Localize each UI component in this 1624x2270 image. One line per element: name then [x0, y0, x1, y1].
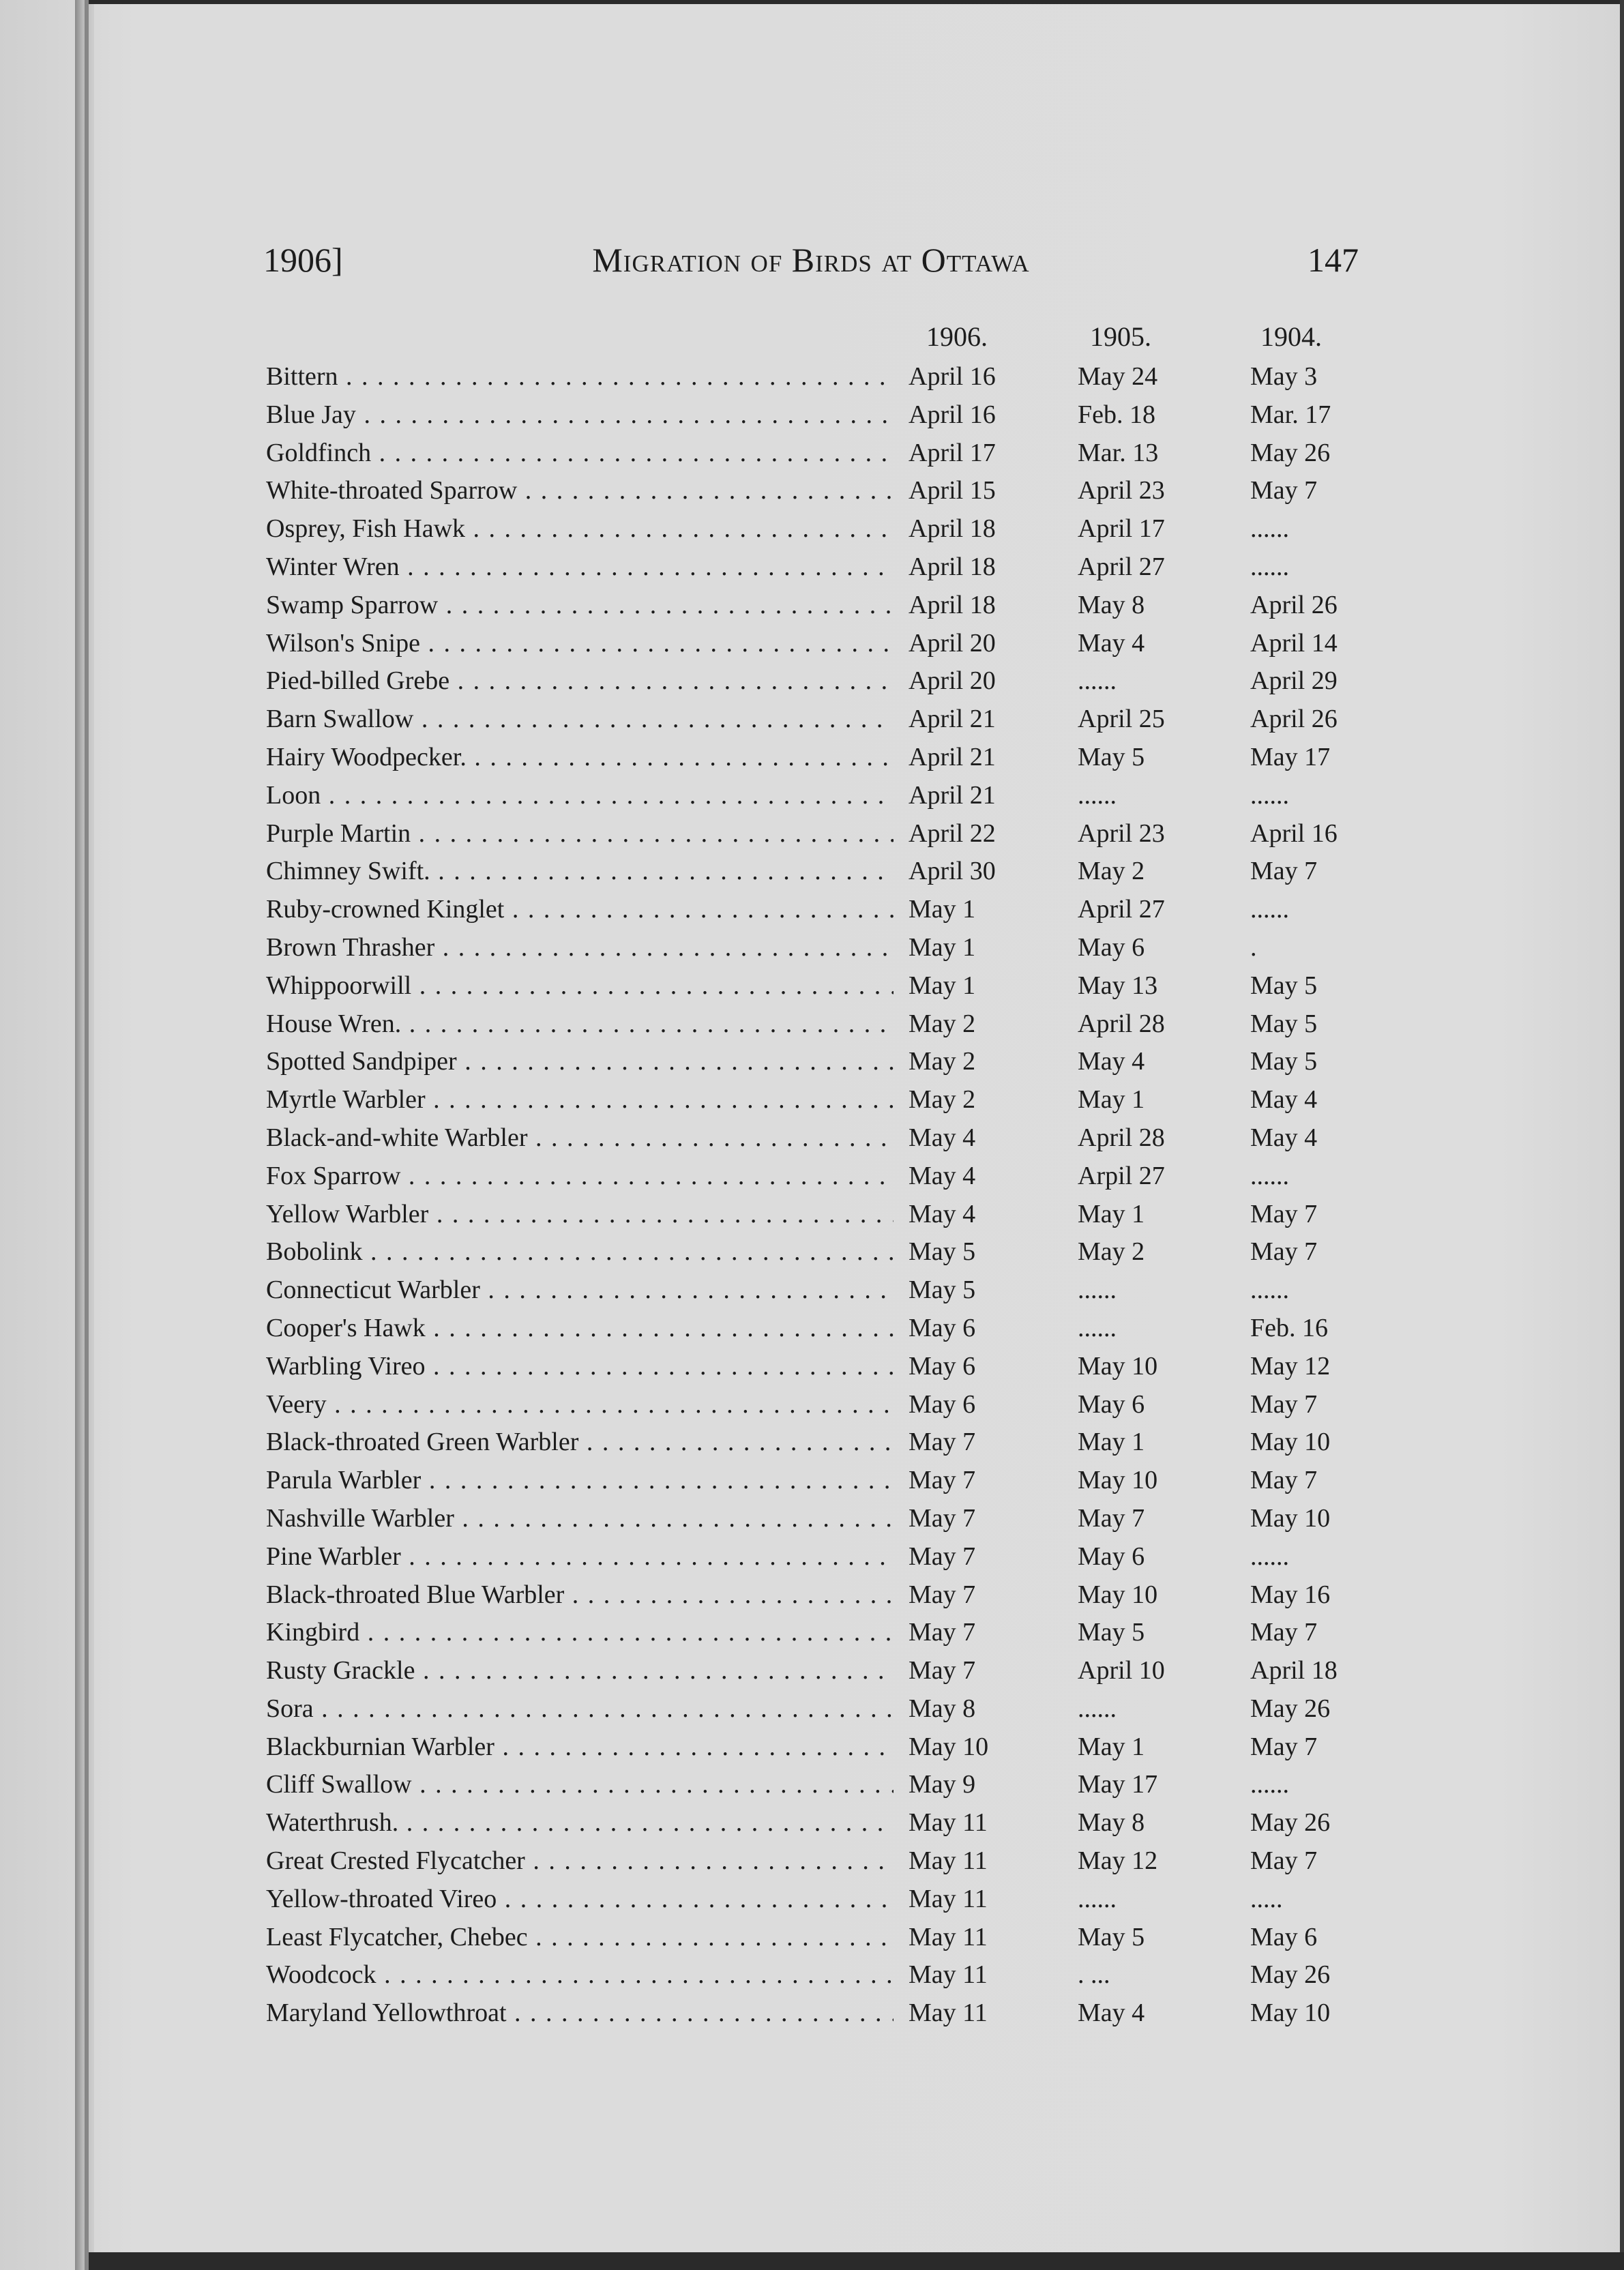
date-1905: April 28	[1078, 1009, 1165, 1038]
date-1904: ......	[1250, 780, 1289, 810]
table-row	[266, 815, 1385, 853]
species-name: Goldfinch . . .	[266, 434, 894, 473]
species-name: Winter Wren . . .	[266, 548, 894, 587]
species-name: Osprey, Fish Hawk . . .	[266, 510, 894, 548]
date-1904: May 7	[1250, 476, 1318, 505]
date-1906: April 21	[909, 705, 996, 734]
species-name: Blackburnian Warbler . . .	[266, 1728, 894, 1767]
species-name: House Wren. . . .	[266, 1005, 894, 1044]
species-name: White-throated Sparrow . . .	[266, 472, 894, 510]
date-1905: April 27	[1078, 552, 1165, 581]
date-1904: .	[1250, 932, 1257, 962]
date-1906: May 7	[909, 1428, 976, 1457]
date-1906: May 1	[909, 971, 976, 1000]
species-name: Myrtle Warbler . . .	[266, 1081, 894, 1119]
date-1904: May 7	[1250, 1237, 1318, 1267]
date-1906: May 7	[909, 1580, 976, 1609]
date-1906: May 1	[909, 895, 976, 924]
species-name: Parula Warbler . . .	[266, 1462, 894, 1500]
species-name: Wilson's Snipe . . .	[266, 625, 894, 663]
date-1904: May 16	[1250, 1580, 1331, 1609]
date-1904: Mar. 17	[1250, 400, 1331, 429]
date-1906: May 10	[909, 1732, 989, 1761]
date-1904: May 7	[1250, 1389, 1318, 1419]
date-1906: May 11	[909, 1846, 988, 1876]
table-row	[266, 1348, 1385, 1386]
table-row	[266, 1271, 1385, 1310]
date-1905: April 25	[1078, 705, 1165, 734]
date-1905: May 4	[1078, 628, 1145, 658]
running-head-year: 1906]	[263, 241, 343, 279]
date-1906: April 21	[909, 780, 996, 810]
species-name: Purple Martin . . .	[266, 815, 894, 853]
date-1905: May 2	[1078, 1237, 1145, 1267]
species-name: Cliff Swallow . . .	[266, 1766, 894, 1804]
date-1905: Feb. 18	[1078, 400, 1155, 429]
date-1904: May 26	[1250, 438, 1331, 467]
species-name: Least Flycatcher, Chebec . . .	[266, 1919, 894, 1957]
table-row	[266, 1043, 1385, 1081]
date-1905: . ...	[1078, 1960, 1110, 1990]
table-row	[266, 587, 1385, 625]
table-row	[266, 967, 1385, 1005]
species-name: Waterthrush. . . .	[266, 1804, 894, 1842]
species-name: Warbling Vireo . . .	[266, 1348, 894, 1386]
scan-right-border	[1620, 0, 1624, 2270]
date-1905: May 1	[1078, 1428, 1145, 1457]
species-name: Sora . . .	[266, 1690, 894, 1728]
date-1906: May 11	[909, 1922, 988, 1951]
date-1904: May 5	[1250, 1009, 1318, 1038]
date-1906: April 15	[909, 476, 996, 505]
date-1905: April 23	[1078, 476, 1165, 505]
table-row	[266, 1424, 1385, 1462]
date-1905: ......	[1078, 1884, 1117, 1913]
date-1904: ......	[1250, 1161, 1289, 1190]
table-row	[266, 1500, 1385, 1538]
date-1905: May 2	[1078, 857, 1145, 886]
table-row	[266, 1576, 1385, 1615]
species-name: Woodcock . . .	[266, 1956, 894, 1994]
table-row	[266, 853, 1385, 891]
column-header-1906: 1906.	[926, 321, 988, 352]
column-header-1905: 1905.	[1090, 321, 1151, 352]
date-1906: May 2	[909, 1009, 976, 1038]
date-1906: May 9	[909, 1770, 976, 1799]
species-name: Black-throated Green Warbler . . .	[266, 1424, 894, 1462]
table-row	[266, 396, 1385, 434]
date-1905: April 10	[1078, 1656, 1165, 1685]
date-1905: May 10	[1078, 1351, 1158, 1381]
date-1904: May 3	[1250, 362, 1318, 391]
species-name: Pine Warbler . . .	[266, 1538, 894, 1576]
date-1906: May 2	[909, 1085, 976, 1115]
date-1904: May 4	[1250, 1085, 1318, 1115]
table-row	[266, 1119, 1385, 1158]
date-1906: May 7	[909, 1618, 976, 1647]
species-name: Loon . . .	[266, 777, 894, 815]
date-1906: May 4	[909, 1161, 976, 1190]
date-1904: May 5	[1250, 1047, 1318, 1076]
date-1906: May 11	[909, 1808, 988, 1838]
species-name: Ruby-crowned Kinglet . . .	[266, 891, 894, 929]
date-1906: May 8	[909, 1694, 976, 1723]
date-1906: April 22	[909, 819, 996, 848]
table-row	[266, 548, 1385, 587]
date-1905: May 10	[1078, 1580, 1158, 1609]
date-1906: May 2	[909, 1047, 976, 1076]
species-name: Yellow Warbler . . .	[266, 1196, 894, 1234]
date-1905: May 4	[1078, 1047, 1145, 1076]
table-row	[266, 1233, 1385, 1271]
table-row	[266, 1310, 1385, 1348]
date-1906: May 11	[909, 1884, 988, 1913]
date-1905: May 4	[1078, 1999, 1145, 2028]
date-1904: April 26	[1250, 705, 1338, 734]
date-1905: May 12	[1078, 1846, 1158, 1876]
species-name: Fox Sparrow . . .	[266, 1158, 894, 1196]
table-row	[266, 625, 1385, 663]
date-1906: April 20	[909, 666, 996, 696]
page-number: 147	[1308, 241, 1359, 279]
date-1905: May 5	[1078, 1922, 1145, 1951]
date-1905: May 5	[1078, 742, 1145, 771]
date-1906: May 7	[909, 1656, 976, 1685]
table-row	[266, 739, 1385, 777]
date-1904: May 7	[1250, 1618, 1318, 1647]
date-1905: May 17	[1078, 1770, 1158, 1799]
date-1906: May 1	[909, 932, 976, 962]
species-name: Hairy Woodpecker. . . .	[266, 739, 894, 777]
date-1904: May 7	[1250, 857, 1318, 886]
table-row	[266, 929, 1385, 967]
date-1904: May 7	[1250, 1199, 1318, 1228]
date-1904: May 5	[1250, 971, 1318, 1000]
table-row	[266, 1956, 1385, 1994]
species-name: Kingbird . . .	[266, 1614, 894, 1652]
date-1906: May 11	[909, 1960, 988, 1990]
date-1905: May 7	[1078, 1503, 1145, 1533]
table-row	[266, 701, 1385, 739]
date-1906: May 6	[909, 1389, 976, 1419]
species-name: Cooper's Hawk . . .	[266, 1310, 894, 1348]
species-name: Great Crested Flycatcher . . .	[266, 1842, 894, 1881]
table-row	[266, 662, 1385, 701]
date-1904: May 10	[1250, 1428, 1331, 1457]
table-row	[266, 434, 1385, 473]
table-row	[266, 1994, 1385, 2033]
table-row	[266, 1462, 1385, 1500]
table-row	[266, 1690, 1385, 1728]
date-1905: Mar. 13	[1078, 438, 1159, 467]
table-row	[266, 1652, 1385, 1690]
date-1905: May 8	[1078, 1808, 1145, 1838]
date-1904: Feb. 16	[1250, 1313, 1328, 1342]
date-1906: April 18	[909, 514, 996, 544]
date-1905: May 8	[1078, 590, 1145, 619]
date-1904: May 10	[1250, 1999, 1331, 2028]
species-name: Nashville Warbler . . .	[266, 1500, 894, 1538]
scan-bottom-border	[89, 2252, 1624, 2270]
table-row	[266, 1196, 1385, 1234]
date-1906: April 17	[909, 438, 996, 467]
date-1905: May 6	[1078, 1542, 1145, 1571]
date-1904: May 7	[1250, 1466, 1318, 1495]
date-1904: May 26	[1250, 1808, 1331, 1838]
date-1904: May 4	[1250, 1123, 1318, 1152]
date-1905: May 5	[1078, 1618, 1145, 1647]
date-1906: May 4	[909, 1123, 976, 1152]
date-1905: April 28	[1078, 1123, 1165, 1152]
page-binding-edge	[85, 0, 89, 2270]
date-1906: April 16	[909, 400, 996, 429]
date-1906: May 7	[909, 1466, 976, 1495]
running-head	[263, 240, 1359, 288]
date-1905: May 24	[1078, 362, 1158, 391]
table-row	[266, 1766, 1385, 1804]
date-1905: ......	[1078, 1694, 1117, 1723]
species-name: Black-and-white Warbler . . .	[266, 1119, 894, 1158]
species-name: Barn Swallow . . .	[266, 701, 894, 739]
species-name: Spotted Sandpiper . . .	[266, 1043, 894, 1081]
date-1904: May 26	[1250, 1960, 1331, 1990]
date-1904: May 7	[1250, 1846, 1318, 1876]
species-name: Whippoorwill . . .	[266, 967, 894, 1005]
date-1904: May 7	[1250, 1732, 1318, 1761]
date-1905: May 6	[1078, 1389, 1145, 1419]
date-1906: May 7	[909, 1542, 976, 1571]
date-1905: April 23	[1078, 819, 1165, 848]
table-row	[266, 1081, 1385, 1119]
table-row	[266, 1919, 1385, 1957]
date-1906: May 6	[909, 1351, 976, 1381]
table-row	[266, 472, 1385, 510]
table-row	[266, 1538, 1385, 1576]
date-1904: May 26	[1250, 1694, 1331, 1723]
date-1905: April 27	[1078, 895, 1165, 924]
species-name: Rusty Grackle . . .	[266, 1652, 894, 1690]
table-row	[266, 891, 1385, 929]
date-1906: April 16	[909, 362, 996, 391]
date-1904: ......	[1250, 895, 1289, 924]
date-1905: ......	[1078, 1276, 1117, 1305]
date-1905: ......	[1078, 1313, 1117, 1342]
species-name: Yellow-throated Vireo . . .	[266, 1881, 894, 1919]
date-1905: ......	[1078, 780, 1117, 810]
table-row	[266, 777, 1385, 815]
running-head-title: Migration of Birds at Ottawa	[592, 241, 1030, 279]
migration-table	[266, 358, 1385, 2033]
date-1906: April 20	[909, 628, 996, 658]
species-name: Connecticut Warbler . . .	[266, 1271, 894, 1310]
date-1906: May 7	[909, 1503, 976, 1533]
date-1904: ......	[1250, 1770, 1289, 1799]
date-1906: May 5	[909, 1276, 976, 1305]
date-1906: April 30	[909, 857, 996, 886]
species-name: Chimney Swift. . . .	[266, 853, 894, 891]
species-name: Swamp Sparrow . . .	[266, 587, 894, 625]
date-1904: ......	[1250, 1542, 1289, 1571]
date-1904: ......	[1250, 514, 1289, 544]
table-row	[266, 1728, 1385, 1767]
date-1905: May 10	[1078, 1466, 1158, 1495]
table-row	[266, 1158, 1385, 1196]
table-row	[266, 1005, 1385, 1044]
date-1905: May 6	[1078, 932, 1145, 962]
date-1905: May 1	[1078, 1732, 1145, 1761]
date-1904: ......	[1250, 1276, 1289, 1305]
date-1904: April 16	[1250, 819, 1338, 848]
table-row	[266, 510, 1385, 548]
date-1905: May 1	[1078, 1199, 1145, 1228]
date-1906: April 18	[909, 590, 996, 619]
date-1904: April 18	[1250, 1656, 1338, 1685]
table-row	[266, 1842, 1385, 1881]
date-1905: May 13	[1078, 971, 1158, 1000]
date-1904: .....	[1250, 1884, 1283, 1913]
date-1904: April 29	[1250, 666, 1338, 696]
species-name: Black-throated Blue Warbler . . .	[266, 1576, 894, 1615]
table-row	[266, 1804, 1385, 1842]
scan-top-border	[89, 0, 1624, 4]
date-1904: May 12	[1250, 1351, 1331, 1381]
date-1905: April 17	[1078, 514, 1165, 544]
date-1906: May 11	[909, 1999, 988, 2028]
date-1905: May 1	[1078, 1085, 1145, 1115]
date-1904: April 26	[1250, 590, 1338, 619]
date-1905: Arpil 27	[1078, 1161, 1165, 1190]
species-name: Maryland Yellowthroat . . .	[266, 1994, 894, 2033]
table-row	[266, 1881, 1385, 1919]
species-name: Brown Thrasher . . .	[266, 929, 894, 967]
date-1904: April 14	[1250, 628, 1338, 658]
date-1906: May 5	[909, 1237, 976, 1267]
date-1904: May 10	[1250, 1503, 1331, 1533]
date-1904: May 6	[1250, 1922, 1318, 1951]
species-name: Pied-billed Grebe . . .	[266, 662, 894, 701]
species-name: Bittern . . .	[266, 358, 894, 396]
table-row	[266, 358, 1385, 396]
column-header-1904: 1904.	[1260, 321, 1322, 352]
date-1905: ......	[1078, 666, 1117, 696]
date-1904: May 17	[1250, 742, 1331, 771]
date-1904: ......	[1250, 552, 1289, 581]
table-row	[266, 1614, 1385, 1652]
species-name: Blue Jay . . .	[266, 396, 894, 434]
date-1906: May 4	[909, 1199, 976, 1228]
species-name: Veery . . .	[266, 1386, 894, 1424]
date-1906: April 18	[909, 552, 996, 581]
date-1906: April 21	[909, 742, 996, 771]
species-name: Bobolink . . .	[266, 1233, 894, 1271]
table-row	[266, 1386, 1385, 1424]
date-1906: May 6	[909, 1313, 976, 1342]
